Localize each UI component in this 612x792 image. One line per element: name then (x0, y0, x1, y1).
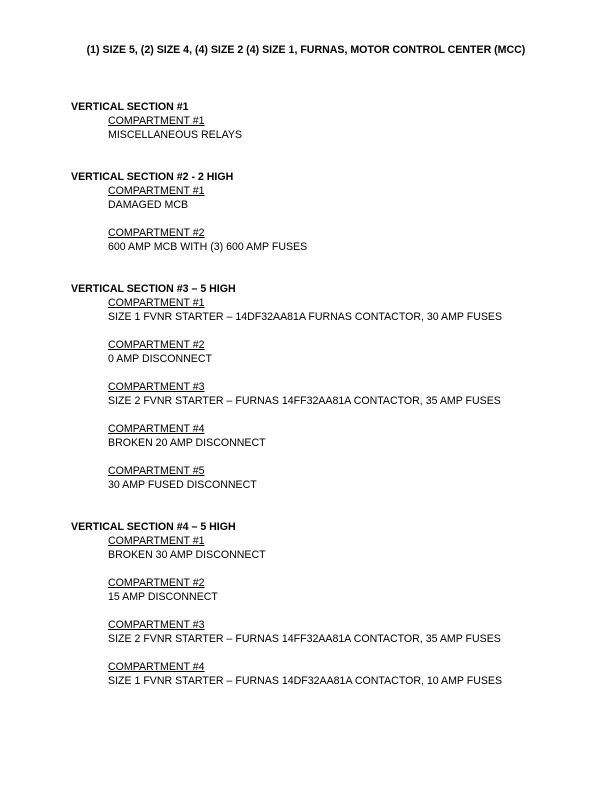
compartment-label: COMPARTMENT #2 (108, 227, 205, 239)
compartment-label: COMPARTMENT #1 (108, 535, 205, 547)
compartment-description: 0 AMP DISCONNECT (108, 353, 212, 365)
compartment (108, 184, 601, 212)
vertical-section (71, 283, 601, 492)
compartment-description: 15 AMP DISCONNECT (108, 591, 218, 603)
compartment-label: COMPARTMENT #1 (108, 297, 205, 309)
compartment-description: 30 AMP FUSED DISCONNECT (108, 479, 257, 491)
vertical-section (71, 171, 601, 254)
section-heading: VERTICAL SECTION #3 – 5 HIGH (71, 283, 236, 295)
compartment-description: MISCELLANEOUS RELAYS (108, 129, 243, 141)
vertical-section (71, 521, 601, 688)
compartment (108, 114, 601, 142)
compartment (108, 576, 601, 604)
compartment (108, 296, 601, 324)
section-heading: VERTICAL SECTION #2 - 2 HIGH (71, 171, 234, 183)
vertical-section (71, 101, 601, 142)
compartment-description: BROKEN 30 AMP DISCONNECT (108, 549, 266, 561)
compartment-label: COMPARTMENT #2 (108, 577, 205, 589)
section-heading: VERTICAL SECTION #4 – 5 HIGH (71, 521, 236, 533)
sections-list (71, 101, 601, 717)
compartment-label: COMPARTMENT #3 (108, 619, 205, 631)
compartment-description: SIZE 1 FVNR STARTER – FURNAS 14DF32AA81A CONTACTOR, 10 AMP FUSES (108, 675, 503, 687)
compartment-description: SIZE 1 FVNR STARTER – 14DF32AA81A FURNAS CONTACTOR, 30 AMP FUSES (108, 311, 503, 323)
compartment (108, 660, 601, 688)
compartment-description: SIZE 2 FVNR STARTER – FURNAS 14FF32AA81A CONTACTOR, 35 AMP FUSES (108, 633, 501, 645)
compartment-label: COMPARTMENT #5 (108, 465, 205, 477)
compartment-label: COMPARTMENT #3 (108, 381, 205, 393)
compartment-label: COMPARTMENT #1 (108, 185, 205, 197)
compartment-label: COMPARTMENT #4 (108, 661, 205, 673)
compartment-description: BROKEN 20 AMP DISCONNECT (108, 437, 266, 449)
compartment (108, 422, 601, 450)
compartment-label: COMPARTMENT #1 (108, 115, 205, 127)
compartment-description: 600 AMP MCB WITH (3) 600 AMP FUSES (108, 241, 308, 253)
compartment-description: SIZE 2 FVNR STARTER – FURNAS 14FF32AA81A CONTACTOR, 35 AMP FUSES (108, 395, 501, 407)
compartment (108, 464, 601, 492)
section-heading: VERTICAL SECTION #1 (71, 101, 189, 113)
compartment (108, 226, 601, 254)
compartment (108, 338, 601, 366)
document-title: (1) SIZE 5, (2) SIZE 4, (4) SIZE 2 (4) SIZE 1, FURNAS, MOTOR CONTROL CENTER (MCC) (86, 44, 526, 56)
compartment-description: DAMAGED MCB (108, 199, 189, 211)
compartment (108, 534, 601, 562)
compartment-label: COMPARTMENT #2 (108, 339, 205, 351)
compartment (108, 380, 601, 408)
compartment-label: COMPARTMENT #4 (108, 423, 205, 435)
compartment (108, 618, 601, 646)
